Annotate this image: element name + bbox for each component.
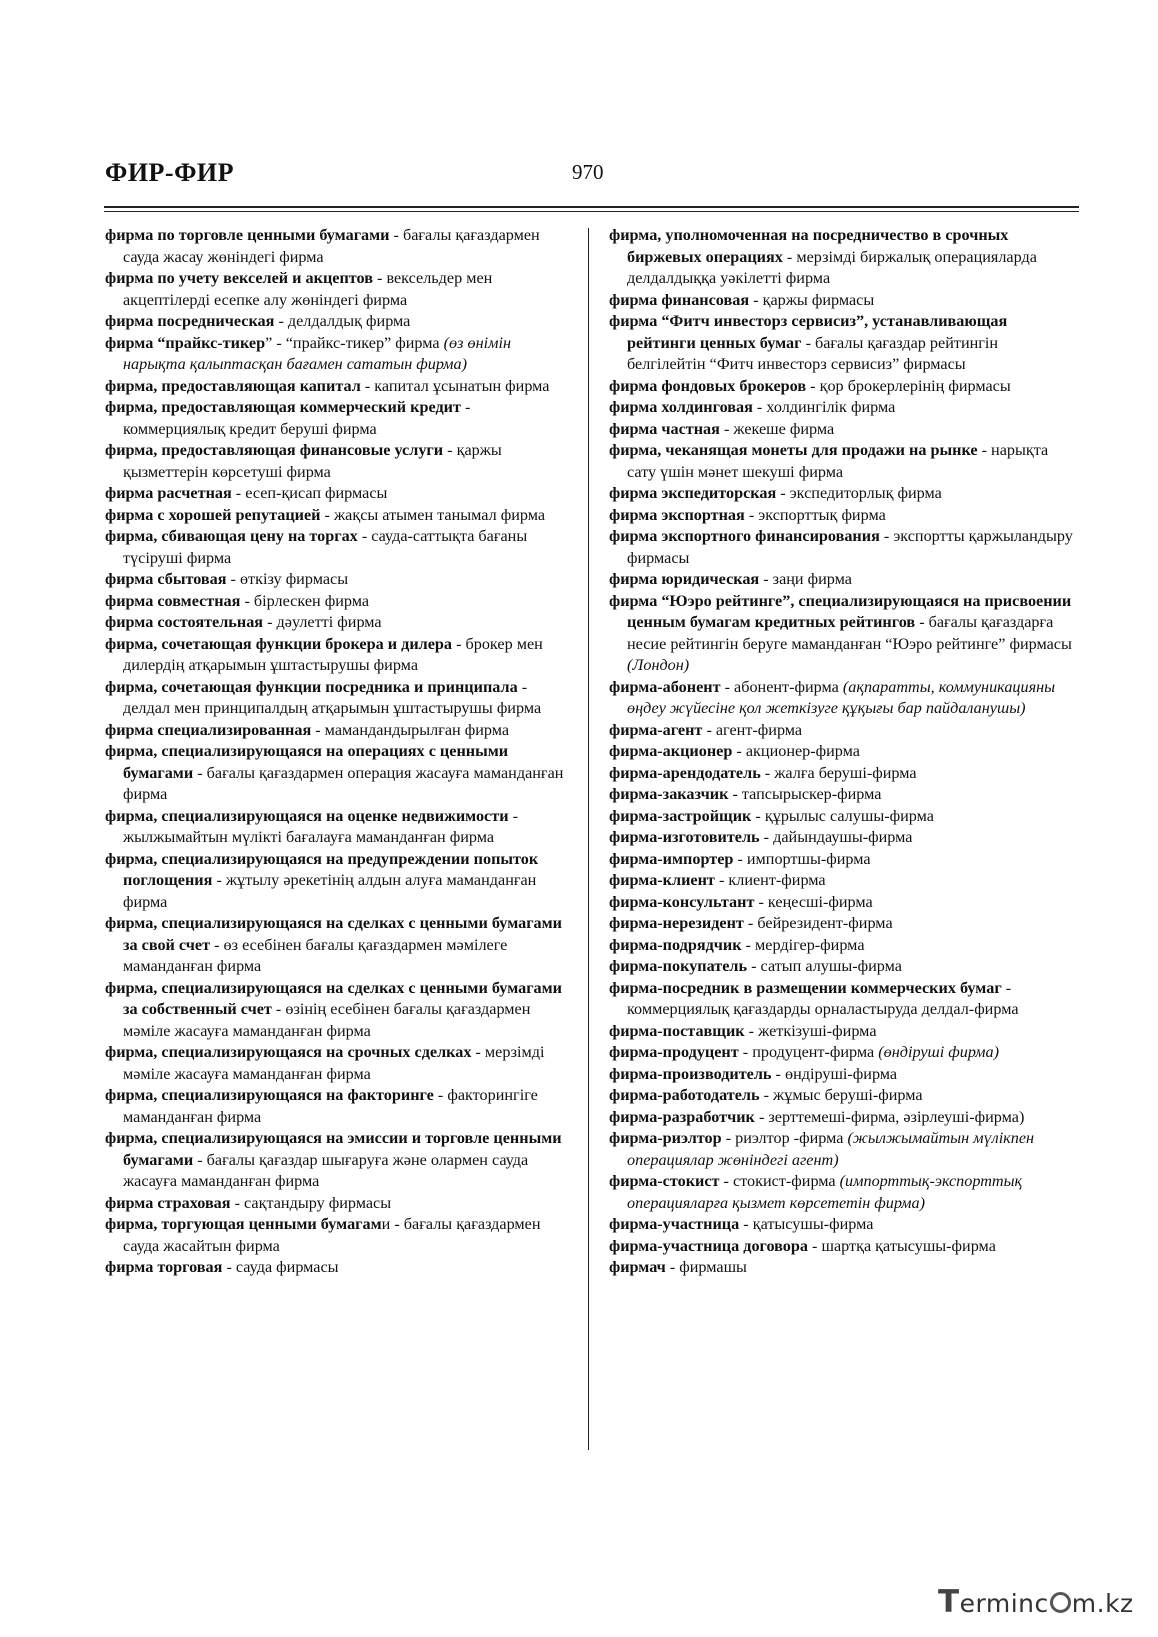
entry-definition: - бағалы қағаздармен сауда жасау жөніндегі фирма	[123, 226, 540, 266]
left-column	[105, 225, 565, 1279]
entry-note: (жылжымайтын мүлікпен операциялар жөніндегі агент)	[627, 1129, 1035, 1169]
logo-letter: T	[938, 1584, 960, 1620]
dictionary-entry	[105, 1257, 565, 1279]
entry-definition: - сатып алушы-фирма	[747, 957, 902, 975]
dictionary-entry	[105, 311, 565, 333]
dictionary-entry	[609, 913, 1079, 935]
entry-definition: - заңи фирма	[759, 570, 852, 588]
logo-text: ermin	[959, 1589, 1035, 1618]
entry-definition: - абонент-фирма	[720, 677, 843, 696]
entry-definition: - құрылыс салушы-фирма	[751, 806, 934, 825]
entry-definition: - өндіруші-фирма	[771, 1064, 898, 1083]
entry-term: фирма, специализирующаяся на срочных сделках	[105, 1043, 472, 1061]
dictionary-entry	[609, 1171, 1079, 1214]
right-column	[609, 225, 1079, 1279]
entry-term: фирма экспедиторская	[609, 484, 777, 502]
entry-term: фирма-клиент	[609, 871, 715, 889]
entry-definition: - капитал ұсынатын фирма	[360, 376, 550, 395]
entry-term: фирма состоятельная	[105, 613, 264, 631]
entry-term: фирма специализированная	[105, 720, 312, 739]
dictionary-entry	[609, 956, 1079, 978]
entry-definition: - импортшы-фирма	[733, 849, 871, 868]
entry-definition: - мердігер-фирма	[741, 935, 865, 954]
entry-definition: - бағалы қағаздарға несие рейтингін беруге маманданған “Юэро рейтинге” фирмасы	[627, 613, 1072, 653]
entry-term: фирма, специализирующаяся на эмиссии и торговле ценными бумагами	[105, 1129, 562, 1169]
dictionary-entry	[105, 806, 565, 849]
dictionary-entry	[609, 1042, 1079, 1064]
entry-term: фирма-разработчик	[609, 1107, 755, 1126]
entry-term: фирма “Юэро рейтинге”, специализирующаяся на присвоении ценным бумагам кредитных рейтингов	[609, 591, 1072, 631]
entry-definition: - бағалы қағаздар шығаруға және олармен сауда жасауға маманданған фирма	[123, 1150, 529, 1190]
entry-definition: - қор брокерлерінің фирмасы	[806, 376, 1011, 395]
entry-term: фирма-акционер	[609, 742, 733, 760]
entry-term: фирма, сочетающая функции посредника и принципала	[105, 677, 518, 696]
dictionary-entry	[609, 1214, 1079, 1236]
termincom-logo	[938, 1584, 1134, 1620]
entry-definition: - қаржы фирмасы	[749, 290, 875, 309]
entry-term: фирма посредническая	[105, 312, 275, 330]
entry-term: фирма по торговле ценными бумагами	[105, 226, 390, 244]
entry-term: фирма “прайкс-тикер	[105, 333, 266, 352]
entry-term: фирма-импортер	[609, 849, 734, 868]
entry-term: фирма, сбивающая цену на торгах	[105, 527, 358, 545]
entry-term: фирма “Фитч инвесторз сервисиз”, устанавливающая рейтинги ценных бумаг	[609, 312, 1008, 352]
header-rule	[104, 206, 1079, 208]
entry-definition: - делдал мен принципалдың атқарымын ұштастырушы фирма	[123, 677, 542, 717]
entry-term: фирма, торгующая ценными бумагам	[105, 1215, 382, 1233]
entry-note: (Лондон)	[627, 656, 690, 674]
dictionary-entry	[609, 849, 1079, 871]
entry-term: фирма-подрядчик	[609, 935, 742, 954]
entry-term: фирма, чеканящая монеты для продажи на рынке	[609, 441, 978, 459]
entry-term: фирмач	[609, 1258, 666, 1276]
entry-definition: - фирмашы	[665, 1258, 747, 1276]
dictionary-entry	[609, 741, 1079, 763]
entry-definition: - сауда-саттықта бағаны түсіруші фирма	[123, 527, 528, 567]
entry-definition: - өзінің есебінен бағалы қағаздармен мәміле жасауға маманданған фирма	[123, 1000, 531, 1040]
dictionary-entry	[105, 225, 565, 268]
dictionary-entry	[105, 569, 565, 591]
entry-term: фирма экспортного финансирования	[609, 527, 880, 545]
entry-definition: - жалға беруші-фирма	[760, 763, 917, 782]
dictionary-entry	[609, 526, 1079, 569]
entry-term: фирма, специализирующаяся на факторинге	[105, 1086, 434, 1104]
dictionary-entry	[105, 913, 565, 978]
entry-term: фирма-покупатель	[609, 957, 748, 975]
dictionary-entry	[105, 1193, 565, 1215]
dictionary-entry	[609, 290, 1079, 312]
dictionary-entry	[609, 763, 1079, 785]
entry-term: фирма-производитель	[609, 1064, 772, 1083]
dictionary-entry	[105, 268, 565, 311]
entry-definition: - брокер мен дилердің атқарымын ұштастырушы фирма	[123, 634, 543, 674]
entry-definition: - экспортты қаржыландыру фирмасы	[627, 527, 1073, 567]
entry-term: фирма, специализирующаяся на сделках с ценными бумагами за собственный счет	[105, 978, 562, 1018]
entry-term: фирма, предоставляющая капитал	[105, 376, 361, 395]
entry-term: фирма торговая	[105, 1258, 223, 1276]
entry-definition: - шартқа қатысушы-фирма	[808, 1236, 996, 1255]
entry-definition: - дәулетті фирма	[263, 613, 382, 631]
entry-term: фирма-арендодатель	[609, 763, 761, 782]
entry-term: фирма страховая	[105, 1193, 231, 1212]
entry-definition: - кеңесші-фирма	[754, 892, 873, 911]
dictionary-entry	[105, 978, 565, 1043]
dictionary-entry	[609, 870, 1079, 892]
dictionary-entry	[609, 225, 1079, 290]
entry-definition: - сауда фирмасы	[222, 1258, 339, 1276]
dictionary-entry	[105, 591, 565, 613]
entry-term: фирма-агент	[609, 720, 703, 739]
entry-definition: - холдингілік фирма	[752, 398, 896, 416]
entry-definition: - стокист-фирма	[719, 1172, 840, 1190]
entry-definition: - экспорттық фирма	[744, 505, 886, 524]
entry-definition: - жекеше фирма	[719, 419, 835, 438]
dictionary-entry	[609, 827, 1079, 849]
dictionary-entry	[105, 505, 565, 527]
entry-definition: - риэлтор -фирма	[721, 1129, 848, 1147]
entry-definition: - клиент-фирма	[714, 871, 826, 889]
dictionary-entry	[609, 1021, 1079, 1043]
entry-definition: - факторингіге маманданған фирма	[123, 1086, 538, 1126]
entry-definition: - делдалдық фирма	[274, 312, 411, 330]
entry-term: фирма-застройщик	[609, 806, 752, 825]
entry-term: фирма, сочетающая функции брокера и дилера	[105, 634, 453, 653]
dictionary-entry	[609, 440, 1079, 483]
entry-term: фирма с хорошей репутацией	[105, 505, 321, 524]
entry-definition: - есеп-қисап фирмасы	[231, 484, 388, 502]
logo-circle-icon	[1050, 1592, 1071, 1613]
dictionary-entry	[105, 1042, 565, 1085]
column-divider	[588, 228, 589, 1450]
entry-term: фирма сбытовая	[105, 570, 227, 588]
entry-term: фирма, специализирующаяся на предупреждении попыток поглощения	[105, 849, 539, 889]
entry-term: фирма расчетная	[105, 484, 232, 502]
entry-term: фирма-посредник в размещении коммерческих бумаг	[609, 978, 1002, 997]
dictionary-entry	[609, 591, 1079, 677]
entry-term: фирма, предоставляющая коммерческий кредит	[105, 398, 461, 416]
dictionary-entry	[609, 397, 1079, 419]
entry-definition: - нарықта сату үшін мәнет шекуші фирма	[627, 441, 1049, 481]
entry-term: фирма юридическая	[609, 570, 760, 588]
entry-definition: - қаржы қызметтерін көрсетуші фирма	[123, 441, 502, 481]
entry-definition: - жақсы атымен танымал фирма	[320, 505, 546, 524]
entry-term: фирма-поставщик	[609, 1021, 745, 1040]
entry-note: (өндіруші фирма)	[878, 1043, 999, 1061]
entry-note: (импорттық-экспорттық операцияларға қызмет көрсететін фирма)	[627, 1172, 1023, 1212]
entry-term: фирма финансовая	[609, 290, 750, 309]
dictionary-entry	[609, 569, 1079, 591]
entry-term: фирма-работодатель	[609, 1086, 760, 1104]
dictionary-entry	[105, 612, 565, 634]
entry-term: фирма-нерезидент	[609, 914, 744, 932]
logo-letter-c: c	[1034, 1589, 1049, 1618]
dictionary-entry	[609, 677, 1079, 720]
header-rule-thin	[104, 211, 1079, 212]
entry-term: фирма, специализирующаяся на сделках с ценными бумагами за свой счет	[105, 914, 562, 954]
dictionary-entry	[609, 1236, 1079, 1258]
entry-term: фирма частная	[609, 419, 720, 438]
entry-note: (өз өнімін нарықта қалыптасқан бағамен сататын фирма)	[123, 333, 511, 373]
entry-term: фирма-участница договора	[609, 1236, 808, 1255]
entry-term: фирма экспортная	[609, 505, 745, 524]
dictionary-entry	[609, 311, 1079, 376]
entry-definition: и - бағалы қағаздармен сауда жасайтын фирма	[123, 1215, 541, 1255]
entry-definition: - өткізу фирмасы	[226, 570, 349, 588]
entry-definition: - мерзімді биржалық операцияларда делдалдыққа уәкілетті фирма	[627, 247, 1037, 287]
dictionary-entry	[609, 505, 1079, 527]
dictionary-entry	[105, 1214, 565, 1257]
entry-definition: - бағалы қағаздармен операция жасауға маманданған фирма	[123, 763, 564, 803]
entry-definition: - мерзімді мәміле жасауға маманданған фирма	[123, 1043, 545, 1083]
entry-term: фирма-изготовитель	[609, 828, 760, 846]
dictionary-entry	[609, 1085, 1079, 1107]
entry-term: фирма-продуцент	[609, 1043, 739, 1061]
dictionary-entry	[609, 892, 1079, 914]
entry-definition: - экспедиторлық фирма	[776, 484, 942, 502]
entry-definition: - продуцент-фирма	[738, 1043, 879, 1061]
entry-definition: - жылжымайтын мүлікті бағалауға маманданған фирма	[123, 806, 518, 846]
entry-term: фирма, специализирующаяся на оценке недвижимости	[105, 806, 509, 825]
page-number: 970	[572, 160, 604, 184]
dictionary-entry	[609, 720, 1079, 742]
entry-term: фирма холдинговая	[609, 398, 753, 416]
dictionary-entry	[105, 333, 565, 376]
entry-definition: - дайындаушы-фирма	[759, 828, 913, 846]
dictionary-entry	[105, 849, 565, 914]
dictionary-entry	[105, 526, 565, 569]
entry-definition: - жұтылу әрекетінің алдын алуға маманданған фирма	[123, 871, 537, 911]
dictionary-entry	[609, 1128, 1079, 1171]
dictionary-entry	[609, 1257, 1079, 1279]
dictionary-entry	[609, 419, 1079, 441]
entry-definition: - өз есебінен бағалы қағаздармен мәмілеге маманданған фирма	[123, 935, 508, 975]
entry-definition: - қатысушы-фирма	[739, 1215, 874, 1233]
entry-term: фирма-консультант	[609, 892, 755, 911]
entry-definition: - бағалы қағаздар рейтингін белгілейтін “Фитч инвесторз сервисиз” фирмасы	[627, 333, 999, 373]
entry-definition: ” - “прайкс-тикер” фирма	[265, 333, 444, 352]
dictionary-entry	[105, 376, 565, 398]
entry-definition: - коммерциялық кредит беруші фирма	[123, 398, 471, 438]
entry-definition: - тапсырыскер-фирма	[728, 785, 882, 803]
dictionary-entry	[609, 1107, 1079, 1129]
entry-term: фирма-заказчик	[609, 785, 729, 803]
entry-definition: - агент-фирма	[702, 720, 803, 739]
entry-note: (ақпаратты, коммуникацияны өңдеу жүйесіне қол жеткізуге құқығы бар пайдаланушы)	[627, 677, 1056, 717]
entry-term: фирма-абонент	[609, 677, 721, 696]
entry-term: фирма по учету векселей и акцептов	[105, 269, 373, 287]
entry-definition: - бейрезидент-фирма	[743, 914, 893, 932]
entry-term: фирма-участница	[609, 1215, 740, 1233]
logo-domain: m.kz	[1071, 1589, 1134, 1618]
dictionary-entry	[105, 483, 565, 505]
entry-definition: - коммерциялық қағаздарды орналастыруда делдал-фирма	[627, 978, 1019, 1018]
entry-term: фирма, специализирующаяся на операциях с ценными бумагами	[105, 742, 509, 782]
entry-term: фирма фондовых брокеров	[609, 376, 807, 395]
entry-term: фирма-стокист	[609, 1172, 720, 1190]
dictionary-entry	[105, 1128, 565, 1193]
entry-definition: - сақтандыру фирмасы	[230, 1193, 392, 1212]
dictionary-entry	[609, 935, 1079, 957]
entry-definition: - жұмыс беруші-фирма	[759, 1086, 923, 1104]
entry-definition: - зерттемеші-фирма, әзірлеуші-фирма)	[754, 1107, 1025, 1126]
entry-definition: - бірлескен фирма	[240, 591, 370, 610]
entry-definition: - вексельдер мен акцептілерді есепке алу жөніндегі фирма	[123, 269, 493, 309]
entry-term: фирма совместная	[105, 591, 241, 610]
dictionary-entry	[105, 741, 565, 806]
dictionary-entry	[609, 376, 1079, 398]
dictionary-entry	[105, 677, 565, 720]
dictionary-entry	[609, 1064, 1079, 1086]
entry-term: фирма, предоставляющая финансовые услуги	[105, 441, 444, 459]
entry-term: фирма-риэлтор	[609, 1129, 722, 1147]
dictionary-entry	[609, 978, 1079, 1021]
dictionary-entry	[105, 1085, 565, 1128]
dictionary-entry	[105, 634, 565, 677]
dictionary-entry	[105, 440, 565, 483]
dictionary-entry	[609, 784, 1079, 806]
entry-term: фирма, уполномоченная на посредничество в срочных биржевых операциях	[609, 226, 1009, 266]
dictionary-entry	[105, 397, 565, 440]
dictionary-entry	[609, 483, 1079, 505]
dictionary-entry	[105, 720, 565, 742]
entry-definition: - жеткізуші-фирма	[744, 1021, 877, 1040]
page-title: ФИР-ФИР	[105, 158, 235, 187]
entry-definition: - акционер-фирма	[732, 742, 860, 760]
entry-definition: - мамандандырылған фирма	[311, 720, 510, 739]
dictionary-entry	[609, 806, 1079, 828]
